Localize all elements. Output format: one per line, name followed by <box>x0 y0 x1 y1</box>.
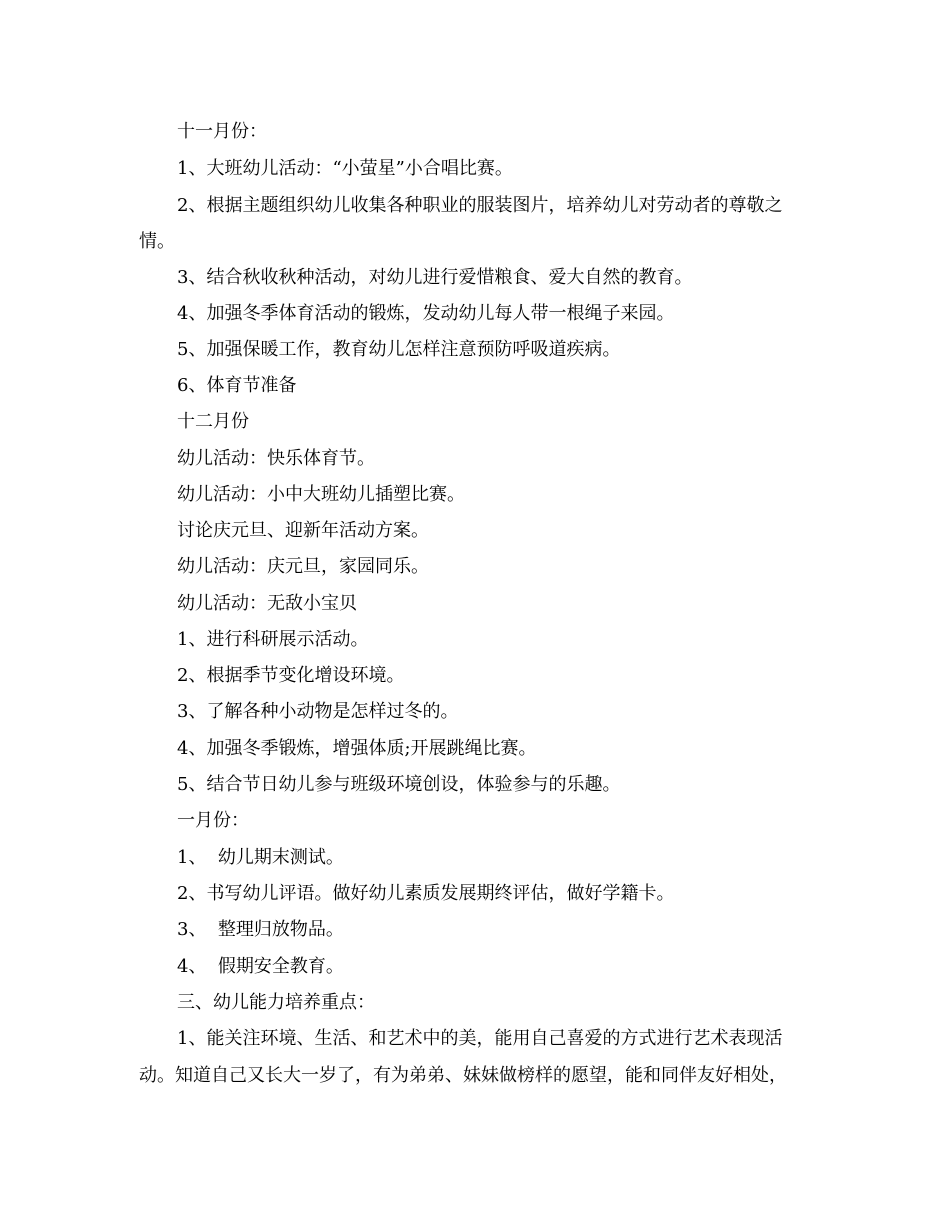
paragraph-line: 1、进行科研展示活动。 <box>177 629 369 650</box>
paragraph-line: 4、加强冬季体育活动的锻炼，发动幼儿每人带一根绳子来园。 <box>177 303 675 324</box>
heading-november: 十一月份： <box>177 121 267 142</box>
paragraph-line: 动。知道自己又长大一岁了，有为弟弟、妹妹做榜样的愿望，能和同伴友好相处， <box>139 1065 787 1086</box>
paragraph-line: 幼儿活动：无敌小宝贝 <box>177 593 357 614</box>
paragraph-line: 讨论庆元旦、迎新年活动方案。 <box>177 520 429 541</box>
paragraph-line: 6、体育节准备 <box>177 375 297 396</box>
paragraph-line: 1、 幼儿期末测试。 <box>177 847 344 868</box>
paragraph-line: 情。 <box>139 231 175 252</box>
paragraph-line: 3、了解各种小动物是怎样过冬的。 <box>177 701 459 722</box>
paragraph-line: 2、根据主题组织幼儿收集各种职业的服装图片，培养幼儿对劳动者的尊敬之 <box>177 195 783 216</box>
paragraph-line: 1、能关注环境、生活、和艺术中的美，能用自己喜爱的方式进行艺术表现活 <box>177 1028 783 1049</box>
paragraph-line: 2、根据季节变化增设环境。 <box>177 665 405 686</box>
paragraph-line: 4、 假期安全教育。 <box>177 956 344 977</box>
paragraph-line: 幼儿活动：快乐体育节。 <box>177 448 375 469</box>
paragraph-line: 幼儿活动：庆元旦，家园同乐。 <box>177 556 429 577</box>
paragraph-line: 3、 整理归放物品。 <box>177 919 344 940</box>
paragraph-line: 5、加强保暖工作，教育幼儿怎样注意预防呼吸道疾病。 <box>177 339 621 360</box>
section-heading: 三、幼儿能力培养重点： <box>177 992 375 1013</box>
paragraph-line: 2、书写幼儿评语。做好幼儿素质发展期终评估，做好学籍卡。 <box>177 883 675 904</box>
heading-december: 十二月份 <box>177 411 249 432</box>
paragraph-line: 1、大班幼儿活动：“小萤星”小合唱比赛。 <box>177 158 513 179</box>
heading-january: 一月份： <box>177 810 249 831</box>
paragraph-line: 4、加强冬季锻炼，增强体质;开展跳绳比赛。 <box>177 738 537 759</box>
paragraph-line: 5、结合节日幼儿参与班级环境创设，体验参与的乐趣。 <box>177 774 621 795</box>
paragraph-line: 3、结合秋收秋种活动，对幼儿进行爱惜粮食、爱大自然的教育。 <box>177 267 693 288</box>
paragraph-line: 幼儿活动：小中大班幼儿插塑比赛。 <box>177 484 465 505</box>
